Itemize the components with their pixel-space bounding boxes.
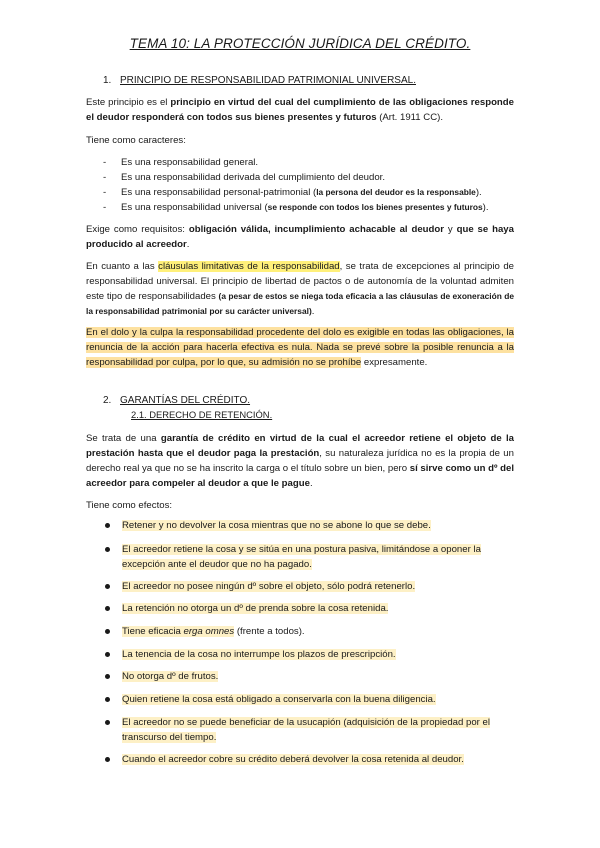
section-2-title: GARANTÍAS DEL CRÉDITO. <box>120 395 251 406</box>
list-item: El acreedor retiene la cosa y se sitúa en una postura pasiva, limitándose a oponer la excepción ante el deudor que no ha pagado. <box>103 542 515 572</box>
list-item: Cuando el acreedor cobre su crédito deberá devolver la cosa retenida al deudor. <box>103 752 515 767</box>
list-item: No otorga dº de frutos. <box>103 669 515 684</box>
dolo-paragraph: En el dolo y la culpa la responsabilidad procedente del dolo es exigible en todas las obligaciones, la renuncia de la acción para hacerla efectiva es nula. Nada se prevé sobre la posible renuncia a la responsabilidad por culpa, por lo que, su admisión no se prohíbe expresamente. <box>86 327 514 368</box>
caracteres-list <box>103 155 489 215</box>
section-2-heading <box>103 393 250 408</box>
section-1-title: PRINCIPIO DE RESPONSABILIDAD PATRIMONIAL UNIVERSAL. <box>120 75 416 86</box>
section-1-number: 1. <box>103 75 112 86</box>
list-item: Quien retiene la cosa está obligado a conservarla con la buena diligencia. <box>103 692 515 707</box>
erga-omnes-term: erga omnes <box>183 626 235 637</box>
caracteres-label: Tiene como caracteres: <box>86 135 186 146</box>
list-item: - Es una responsabilidad personal-patrimonial (la persona del deudor es la responsable). <box>103 187 482 198</box>
dolo-highlight: En el dolo y la culpa la responsabilidad procedente del dolo es exigible en todas las obligaciones, la renuncia de la acción para hacerla efectiva es nula. Nada se prevé sobre la posible renuncia a la responsabilidad por culpa, por lo que, su admisión no se prohíbe <box>86 327 514 368</box>
list-item: Tiene eficacia erga omnes (frente a todos). <box>103 624 515 639</box>
list-item: La tenencia de la cosa no interrumpe los plazos de prescripción. <box>103 647 515 662</box>
list-item: - Es una responsabilidad general. <box>103 157 259 168</box>
clausulas-paragraph: En cuanto a las cláusulas limitativas de la responsabilidad, se trata de excepciones al principio de responsabilidad universal. El principio de libertad de pactos o de autonomía de la voluntad admiten este tipo de responsabilidades (a pesar de estos se niega toda eficacia a las cláusulas de exoneración de la responsabilidad patrimonial por su carácter universal). <box>86 261 514 317</box>
subsection-2-1-heading: 2.1. DERECHO DE RETENCIÓN. <box>131 409 273 420</box>
list-item: Retener y no devolver la cosa mientras que no se abone lo que se debe. <box>103 518 515 533</box>
retencion-definition: Se trata de una garantía de crédito en virtud de la cual el acreedor retiene el objeto de la prestación hasta que el deudor paga la prestación, su naturaleza jurídica no es la propia de un derecho real ya que no se ha inscrito la carga o el título sobre un bien, pero sí sirve como un dº del acreedor para compeler al deudor a que le pague. <box>86 433 515 489</box>
requisitos-paragraph: Exige como requisitos: obligación válida, incumplimiento achacable al deudor y que se haya producido al acreedor. <box>86 224 514 250</box>
list-item: La retención no otorga un dº de prenda sobre la cosa retenida. <box>103 601 515 616</box>
list-item: - Es una responsabilidad derivada del cumplimiento del deudor. <box>103 172 385 183</box>
document-title: TEMA 10: LA PROTECCIÓN JURÍDICA DEL CRÉDITO. <box>129 36 471 51</box>
principle-intro: Este principio es el principio en virtud del cual del cumplimiento de las obligaciones responde el deudor responderá con todos sus bienes presentes y futuros (Art. 1911 CC). <box>86 97 514 123</box>
list-item: - Es una responsabilidad universal (se responde con todos los bienes presentes y futuros). <box>103 202 489 213</box>
clausulas-highlight: cláusulas limitativas de la responsabilidad <box>158 261 340 272</box>
section-1-heading <box>103 73 416 88</box>
list-item: El acreedor no se puede beneficiar de la usucapión (adquisición de la propiedad por el transcurso del tiempo. <box>103 715 515 745</box>
efectos-label: Tiene como efectos: <box>86 500 173 511</box>
section-2-number: 2. <box>103 395 112 406</box>
list-item: El acreedor no posee ningún dº sobre el objeto, sólo podrá retenerlo. <box>103 579 515 594</box>
